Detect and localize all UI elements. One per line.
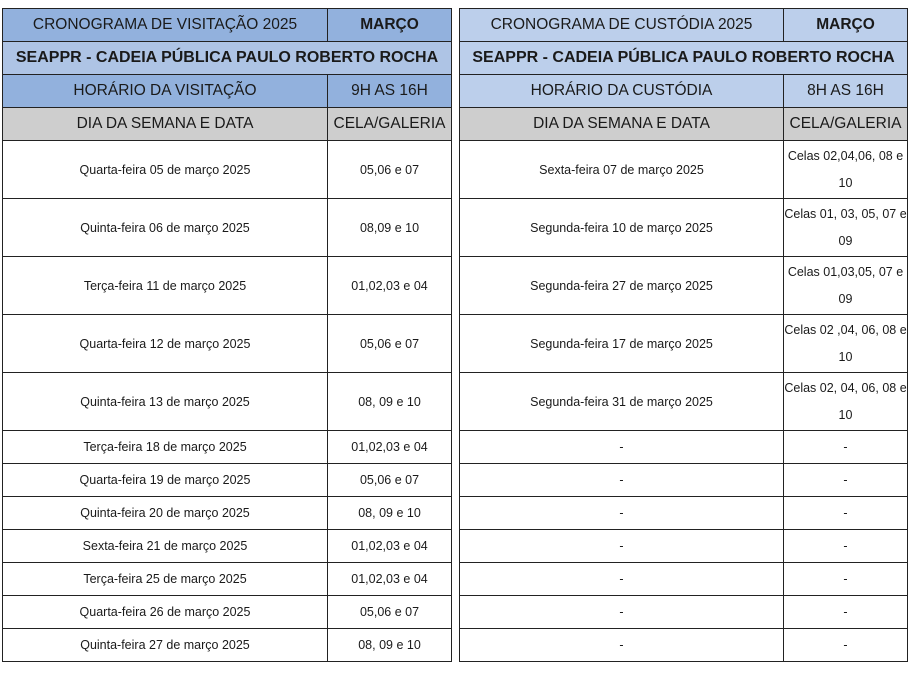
table-row	[460, 530, 908, 563]
visitation-cells: 05,06 e 07	[328, 315, 452, 373]
custody-date: Segunda-feira 10 de março 2025	[460, 199, 784, 257]
custody-date: Sexta-feira 07 de março 2025	[460, 141, 784, 199]
table-row	[3, 464, 452, 497]
table-row	[460, 464, 908, 497]
custody-cells: -	[784, 596, 908, 629]
visitation-cells: 05,06 e 07	[328, 596, 452, 629]
custody-date: Segunda-feira 31 de março 2025	[460, 373, 784, 431]
table-row	[460, 563, 908, 596]
visitation-cells: 05,06 e 07	[328, 141, 452, 199]
custody-cells: -	[784, 464, 908, 497]
table-row	[460, 497, 908, 530]
visitation-institution: SEAPPR - CADEIA PÚBLICA PAULO ROBERTO ROCHA	[3, 42, 452, 75]
table-row	[3, 141, 452, 199]
custody-date: -	[460, 596, 784, 629]
visitation-cells: 08, 09 e 10	[328, 497, 452, 530]
table-row	[460, 257, 908, 315]
custody-cells: -	[784, 431, 908, 464]
table-row	[3, 596, 452, 629]
table-row	[460, 373, 908, 431]
table-row	[3, 315, 452, 373]
custody-cells: Celas 01, 03, 05, 07 e 09	[784, 199, 908, 257]
visitation-schedule-table	[2, 8, 452, 662]
table-row	[3, 373, 452, 431]
visitation-date: Quarta-feira 05 de março 2025	[3, 141, 328, 199]
custody-date: -	[460, 464, 784, 497]
custody-title: CRONOGRAMA DE CUSTÓDIA 2025	[460, 9, 784, 42]
custody-col-date-header: DIA DA SEMANA E DATA	[460, 108, 784, 141]
visitation-cells: 05,06 e 07	[328, 464, 452, 497]
table-row	[460, 431, 908, 464]
custody-date: Segunda-feira 27 de março 2025	[460, 257, 784, 315]
custody-cells: -	[784, 563, 908, 596]
visitation-cells: 01,02,03 e 04	[328, 257, 452, 315]
visitation-hours-value: 9H AS 16H	[328, 75, 452, 108]
visitation-date: Quinta-feira 20 de março 2025	[3, 497, 328, 530]
table-row	[460, 315, 908, 373]
visitation-date: Sexta-feira 21 de março 2025	[3, 530, 328, 563]
visitation-month: MARÇO	[328, 9, 452, 42]
custody-hours-value: 8H AS 16H	[784, 75, 908, 108]
table-row	[460, 596, 908, 629]
visitation-date: Quinta-feira 13 de março 2025	[3, 373, 328, 431]
custody-cells: -	[784, 530, 908, 563]
visitation-cells: 01,02,03 e 04	[328, 563, 452, 596]
visitation-date: Terça-feira 11 de março 2025	[3, 257, 328, 315]
custody-cells: Celas 01,03,05, 07 e 09	[784, 257, 908, 315]
custody-date: -	[460, 431, 784, 464]
visitation-cells: 08, 09 e 10	[328, 629, 452, 662]
custody-col-cell-header: CELA/GALERIA	[784, 108, 908, 141]
visitation-date: Terça-feira 25 de março 2025	[3, 563, 328, 596]
table-row	[3, 530, 452, 563]
visitation-date: Quarta-feira 12 de março 2025	[3, 315, 328, 373]
custody-date: -	[460, 563, 784, 596]
table-row	[3, 563, 452, 596]
table-row	[3, 199, 452, 257]
visitation-date: Terça-feira 18 de março 2025	[3, 431, 328, 464]
table-row	[3, 629, 452, 662]
custody-hours-label: HORÁRIO DA CUSTÓDIA	[460, 75, 784, 108]
visitation-date: Quinta-feira 27 de março 2025	[3, 629, 328, 662]
custody-month: MARÇO	[784, 9, 908, 42]
custody-date: -	[460, 497, 784, 530]
visitation-col-date-header: DIA DA SEMANA E DATA	[3, 108, 328, 141]
visitation-date: Quinta-feira 06 de março 2025	[3, 199, 328, 257]
visitation-cells: 01,02,03 e 04	[328, 431, 452, 464]
custody-cells: Celas 02, 04, 06, 08 e 10	[784, 373, 908, 431]
visitation-hours-label: HORÁRIO DA VISITAÇÃO	[3, 75, 328, 108]
custody-cells: Celas 02 ,04, 06, 08 e 10	[784, 315, 908, 373]
table-row	[460, 141, 908, 199]
custody-cells: -	[784, 629, 908, 662]
visitation-title: CRONOGRAMA DE VISITAÇÃO 2025	[3, 9, 328, 42]
visitation-cells: 08,09 e 10	[328, 199, 452, 257]
custody-cells: -	[784, 497, 908, 530]
table-row	[460, 199, 908, 257]
visitation-cells: 08, 09 e 10	[328, 373, 452, 431]
custody-schedule-table	[459, 8, 908, 662]
custody-cells: Celas 02,04,06, 08 e 10	[784, 141, 908, 199]
table-row	[3, 257, 452, 315]
custody-date: Segunda-feira 17 de março 2025	[460, 315, 784, 373]
custody-date: -	[460, 530, 784, 563]
visitation-cells: 01,02,03 e 04	[328, 530, 452, 563]
visitation-date: Quarta-feira 19 de março 2025	[3, 464, 328, 497]
table-row	[3, 497, 452, 530]
visitation-col-cell-header: CELA/GALERIA	[328, 108, 452, 141]
table-row	[3, 431, 452, 464]
custody-date: -	[460, 629, 784, 662]
visitation-date: Quarta-feira 26 de março 2025	[3, 596, 328, 629]
custody-institution: SEAPPR - CADEIA PÚBLICA PAULO ROBERTO ROCHA	[460, 42, 908, 75]
table-row	[460, 629, 908, 662]
